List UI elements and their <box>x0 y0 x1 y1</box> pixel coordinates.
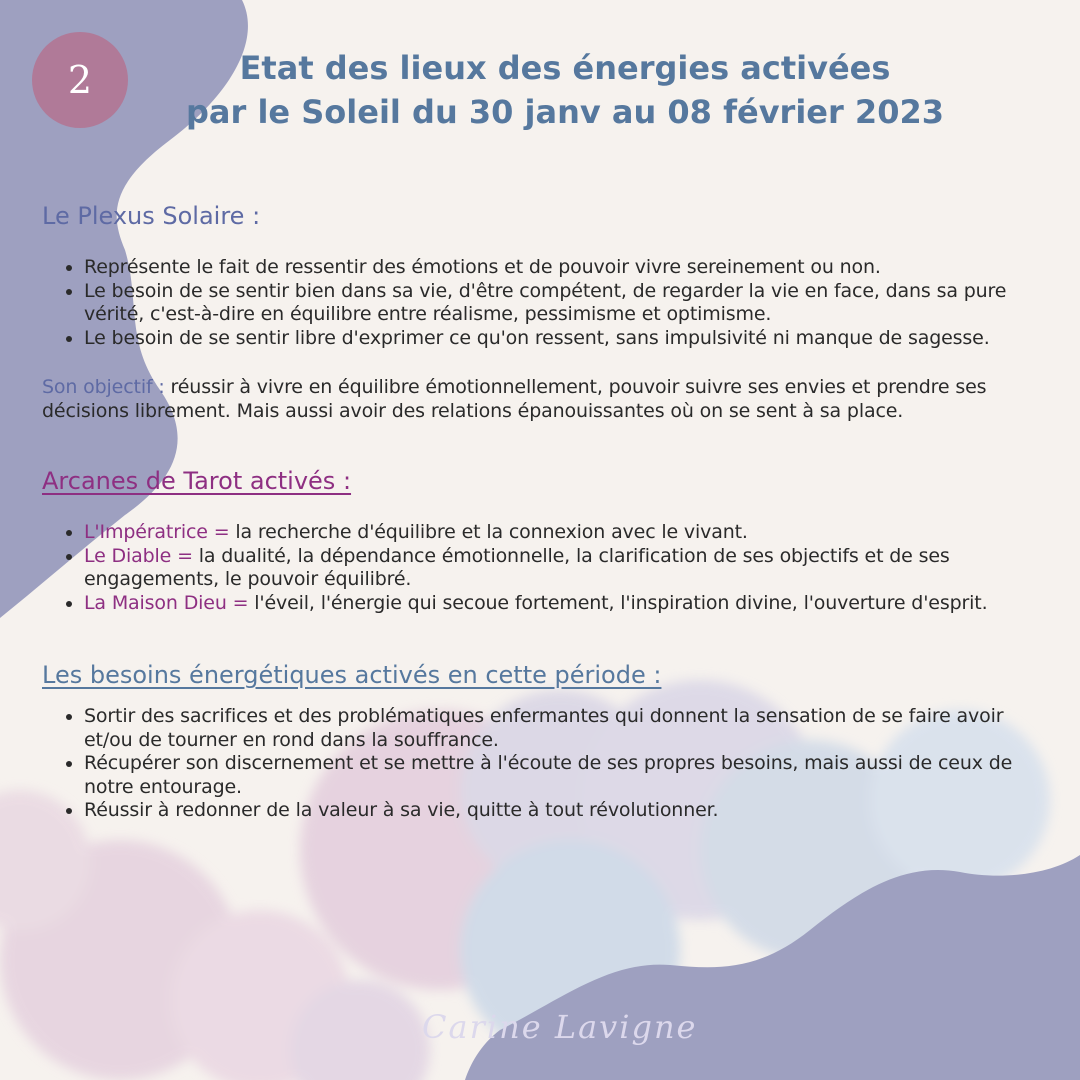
arcane-name: Le Diable = <box>84 544 193 567</box>
signature-watermark: Carine Lavigne <box>422 1008 698 1046</box>
plexus-heading: Le Plexus Solaire : <box>42 202 261 230</box>
arcane-item <box>84 592 1042 616</box>
page-number-badge: 2 <box>32 32 128 128</box>
besoin-item: • Réussir à redonner de la valeur à sa vie, quitte à tout révolutionner. <box>84 799 1042 823</box>
plexus-item: • Représente le fait de ressentir des émotions et de pouvoir vivre sereinement ou non. <box>84 256 1042 280</box>
main-content <box>42 200 1042 823</box>
arcane-text: la dualité, la dépendance émotionnelle, la clarification de ses objectifs et de ses engagements, le pouvoir équilibré. <box>84 544 950 590</box>
objective-paragraph <box>42 376 1042 423</box>
title-line-2: par le Soleil du 30 janv au 08 février 2023 <box>186 93 944 131</box>
besoin-item: • Sortir des sacrifices et des problématiques enfermantes qui donnent la sensation de se faire avoir et/ou de tourner en rond dans la souffrance. <box>84 705 1042 752</box>
objective-text: réussir à vivre en équilibre émotionnellement, pouvoir suivre ses envies et prendre ses décisions librement. Mais aussi avoir des relations épanouissantes où on se sent à sa place. <box>42 376 987 422</box>
plexus-item: • Le besoin de se sentir libre d'exprimer ce qu'on ressent, sans impulsivité ni manque de sagesse. <box>84 327 1042 351</box>
arcane-text: la recherche d'équilibre et la connexion avec le vivant. <box>229 521 748 543</box>
arcane-name: La Maison Dieu = <box>84 591 249 614</box>
arcanes-heading: Arcanes de Tarot activés : <box>42 467 352 495</box>
arcanes-section <box>42 465 1042 615</box>
title-line-1: Etat des lieux des énergies activées <box>239 49 891 87</box>
objective-label: Son objectif : <box>42 376 165 398</box>
arcane-text: l'éveil, l'énergie qui secoue fortement, l'inspiration divine, l'ouverture d'esprit. <box>248 591 988 614</box>
besoins-section <box>42 659 1042 823</box>
arcanes-list <box>42 521 1042 615</box>
plexus-item: • Le besoin de se sentir bien dans sa vie, d'être compétent, de regarder la vie en face, dans sa pure vérité, c'est-à-dire en équilibre entre réalisme, pessimisme et optimisme. <box>84 280 1042 327</box>
besoins-list <box>42 705 1042 823</box>
besoins-heading: Les besoins énergétiques activés en cette période : <box>42 661 662 689</box>
plexus-list <box>42 256 1042 350</box>
plexus-section <box>42 200 1042 423</box>
arcane-name: L'Impératrice = <box>84 521 230 543</box>
page-title <box>175 46 955 134</box>
arcane-item <box>84 545 1042 592</box>
arcane-item <box>84 521 1042 545</box>
besoin-item: • Récupérer son discernement et se mettre à l'écoute de ses propres besoins, mais aussi de ceux de notre entourage. <box>84 752 1042 799</box>
